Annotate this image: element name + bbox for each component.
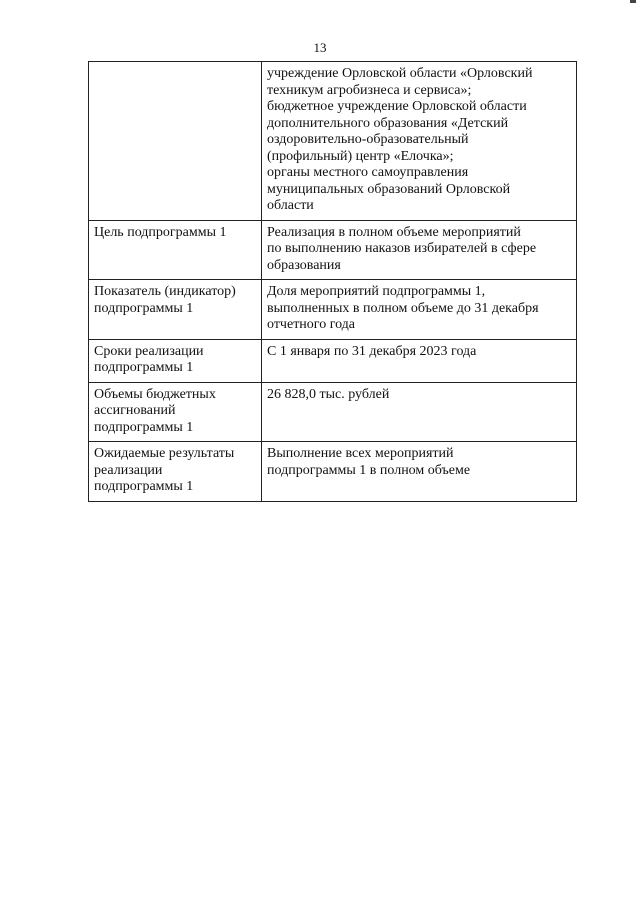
text-line: подпрограммы 1: [94, 360, 194, 375]
text-line: образования: [267, 257, 341, 273]
row-value-indicator: [262, 280, 577, 340]
row-label-timeline: [89, 339, 262, 382]
row-value-executors: [262, 62, 577, 221]
text-line: Сроки реализации: [94, 343, 204, 359]
table-row-indicator: [89, 280, 577, 340]
table-row-goal: [89, 220, 577, 280]
subprogram-passport-table: [88, 61, 577, 502]
text-line: муниципальных образований Орловской: [267, 181, 511, 197]
row-value-goal: [262, 220, 577, 280]
text-line: дополнительного образования «Детский: [267, 115, 509, 131]
text-line: по выполнению наказов избирателей в сфере: [267, 241, 537, 256]
text-line: Объемы бюджетных: [94, 386, 216, 402]
text-line: подпрограммы 1: [94, 419, 194, 435]
row-value-results: [262, 442, 577, 502]
text-line: Доля мероприятий подпрограммы 1,: [267, 284, 486, 299]
text-line: Цель подпрограммы 1: [94, 224, 227, 240]
table-row-timeline: [89, 339, 577, 382]
text-line: области: [267, 198, 314, 213]
text-line: техникум агробизнеса и сервиса»;: [267, 82, 472, 98]
text-line: учреждение Орловской области «Орловский: [267, 66, 533, 81]
text-line: выполненных в полном объеме до 31 декабря: [267, 300, 539, 316]
text-line: Реализация в полном объеме мероприятий: [267, 224, 521, 240]
row-value-budget: [262, 382, 577, 442]
row-label-goal: [89, 220, 262, 280]
row-label-executors: [89, 62, 262, 221]
text-line: ассигнований: [94, 403, 176, 418]
text-line: реализации: [94, 462, 163, 478]
page-number: 13: [313, 40, 327, 55]
table-row-executors: [89, 62, 577, 221]
text-line: Ожидаемые результаты: [94, 446, 235, 461]
row-label-budget: [89, 382, 262, 442]
text-line: подпрограммы 1: [94, 479, 194, 494]
text-line: (профильный) центр «Елочка»;: [267, 148, 454, 164]
text-line: Выполнение всех мероприятий: [267, 446, 454, 461]
text-line: оздоровительно-образовательный: [267, 132, 469, 147]
text-line: Показатель (индикатор): [94, 284, 236, 299]
scan-corner-mark: [630, 0, 636, 3]
text-line: С 1 января по 31 декабря 2023 года: [267, 343, 477, 359]
table-row-budget: [89, 382, 577, 442]
text-line: отчетного года: [267, 317, 356, 332]
row-label-results: [89, 442, 262, 502]
text-line: бюджетное учреждение Орловской области: [267, 99, 527, 114]
row-value-timeline: [262, 339, 577, 382]
text-line: подпрограммы 1 в полном объеме: [267, 462, 471, 478]
text-line: 26 828,0 тыс. рублей: [267, 386, 390, 402]
text-line: подпрограммы 1: [94, 300, 194, 316]
text-line: органы местного самоуправления: [267, 165, 469, 180]
row-label-indicator: [89, 280, 262, 340]
table-row-results: [89, 442, 577, 502]
